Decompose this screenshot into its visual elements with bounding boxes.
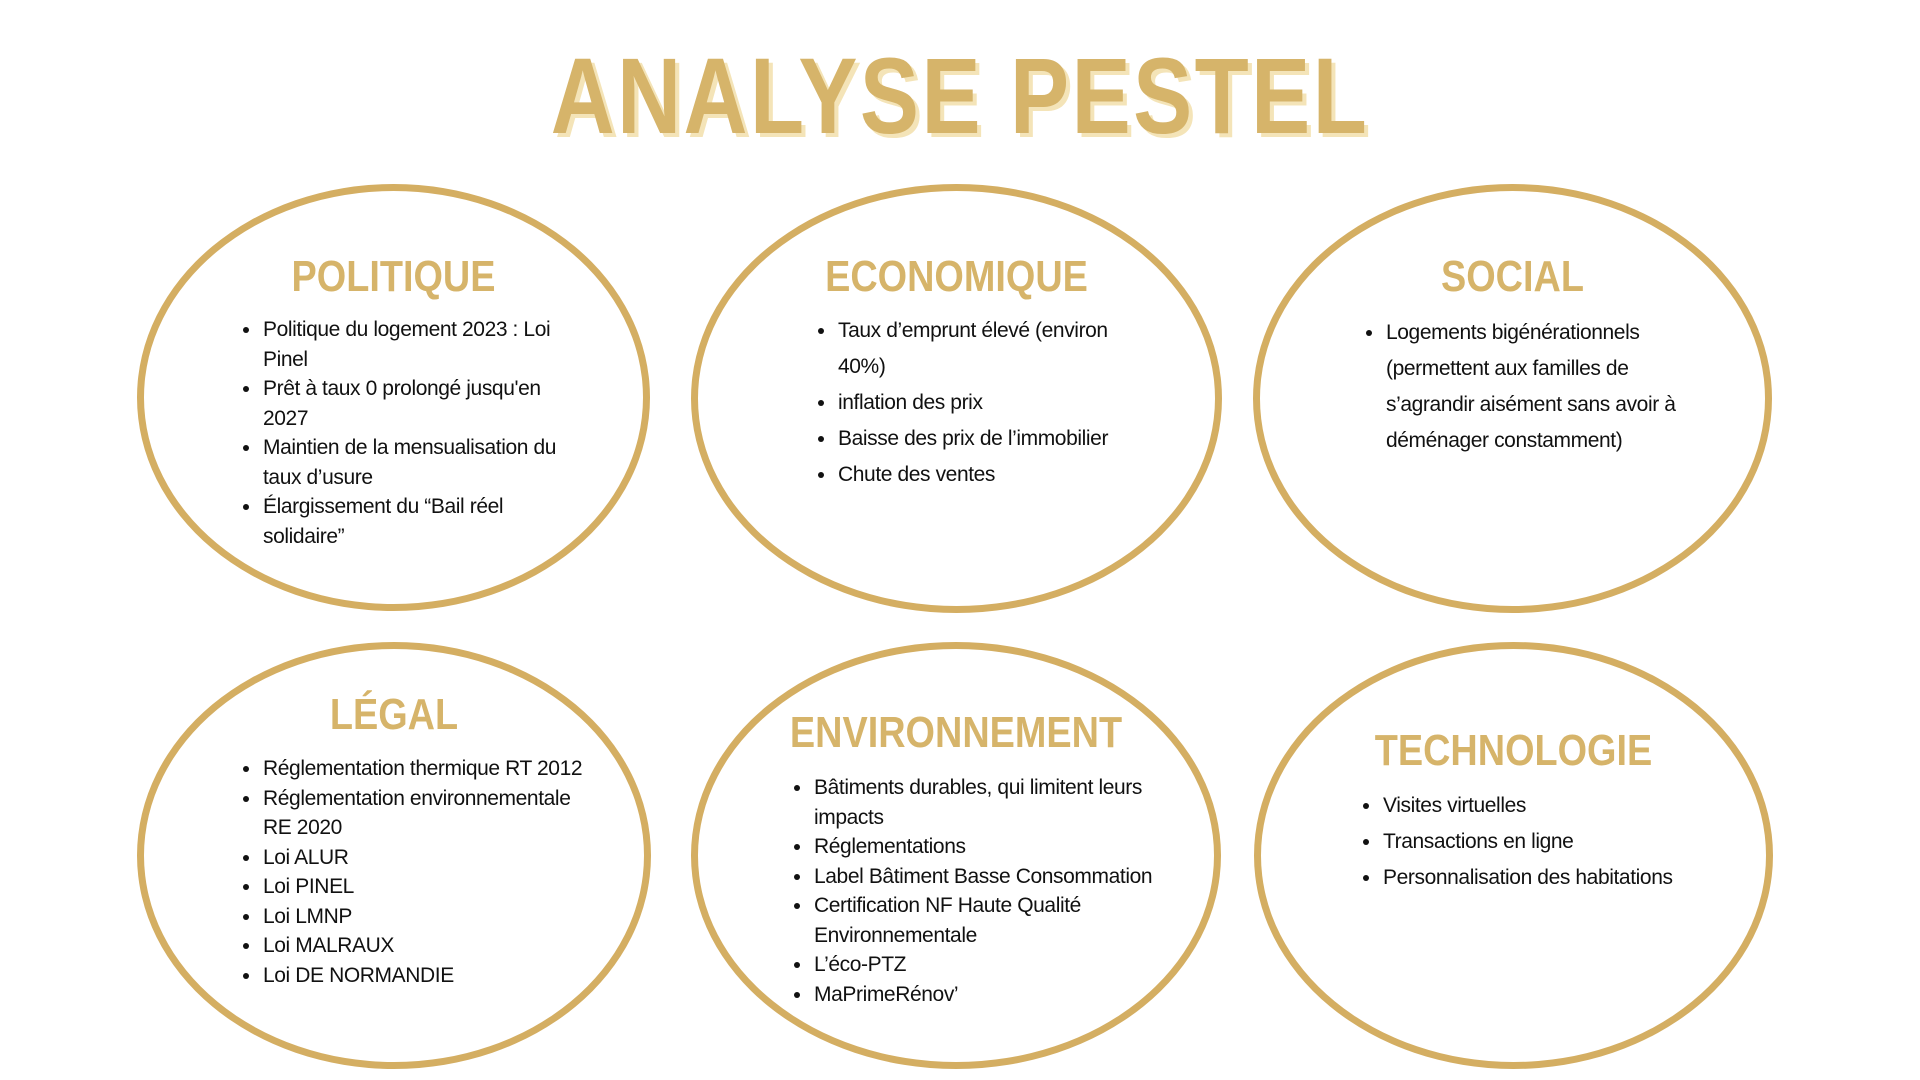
card-social: [1253, 184, 1772, 613]
list-item: Réglementations: [794, 832, 1164, 862]
card-title-economique: ECONOMIQUE: [825, 252, 1088, 301]
list-item: Loi DE NORMANDIE: [243, 961, 583, 991]
list-item: Réglementation thermique RT 2012: [243, 754, 583, 784]
list-item: Baisse des prix de l’immobilier: [818, 421, 1138, 457]
list-item: Visites virtuelles: [1363, 788, 1703, 824]
card-title-legal: LÉGAL: [329, 690, 459, 739]
list-item: Chute des ventes: [818, 457, 1138, 493]
page-title: ANALYSE PESTEL: [550, 35, 1370, 156]
list-item: Logements bigénérationnels (permettent aux familles de s’agrandir aisément sans avoir à déménager constamment): [1366, 315, 1696, 459]
list-item: MaPrimeRénov’: [794, 980, 1164, 1010]
list-item: Loi MALRAUX: [243, 931, 583, 961]
list-item: Loi PINEL: [243, 872, 583, 902]
card-title-environnement: ENVIRONNEMENT: [789, 708, 1123, 757]
card-title-politique: POLITIQUE: [291, 252, 496, 301]
card-list-social: [1366, 315, 1696, 459]
list-item: Personnalisation des habitations: [1363, 860, 1703, 896]
list-item: inflation des prix: [818, 385, 1138, 421]
card-title-social: SOCIAL: [1441, 252, 1584, 301]
card-legal: [137, 642, 651, 1069]
list-item: Loi ALUR: [243, 843, 583, 873]
list-item: L’éco-PTZ: [794, 950, 1164, 980]
list-item: Bâtiments durables, qui limitent leurs impacts: [794, 773, 1164, 832]
list-item: Politique du logement 2023 : Loi Pinel: [243, 315, 563, 374]
list-item: Prêt à taux 0 prolongé jusqu'en 2027: [243, 374, 563, 433]
card-list-legal: [243, 754, 583, 990]
list-item: Certification NF Haute Qualité Environnementale: [794, 891, 1164, 950]
card-environnement: [691, 642, 1221, 1069]
list-item: Maintien de la mensualisation du taux d’usure: [243, 433, 563, 492]
list-item: Label Bâtiment Basse Consommation: [794, 862, 1164, 892]
card-politique: [137, 184, 650, 611]
card-list-environnement: [794, 773, 1164, 1009]
list-item: Réglementation environnementale RE 2020: [243, 784, 583, 843]
list-item: Transactions en ligne: [1363, 824, 1703, 860]
card-list-economique: [818, 313, 1138, 493]
card-technologie: [1254, 642, 1773, 1069]
card-economique: [691, 184, 1222, 613]
list-item: Taux d’emprunt élevé (environ 40%): [818, 313, 1138, 385]
list-item: Loi LMNP: [243, 902, 583, 932]
list-item: Élargissement du “Bail réel solidaire”: [243, 492, 563, 551]
card-list-technologie: [1363, 788, 1703, 896]
card-list-politique: [243, 315, 563, 551]
card-title-technologie: TECHNOLOGIE: [1374, 726, 1653, 775]
